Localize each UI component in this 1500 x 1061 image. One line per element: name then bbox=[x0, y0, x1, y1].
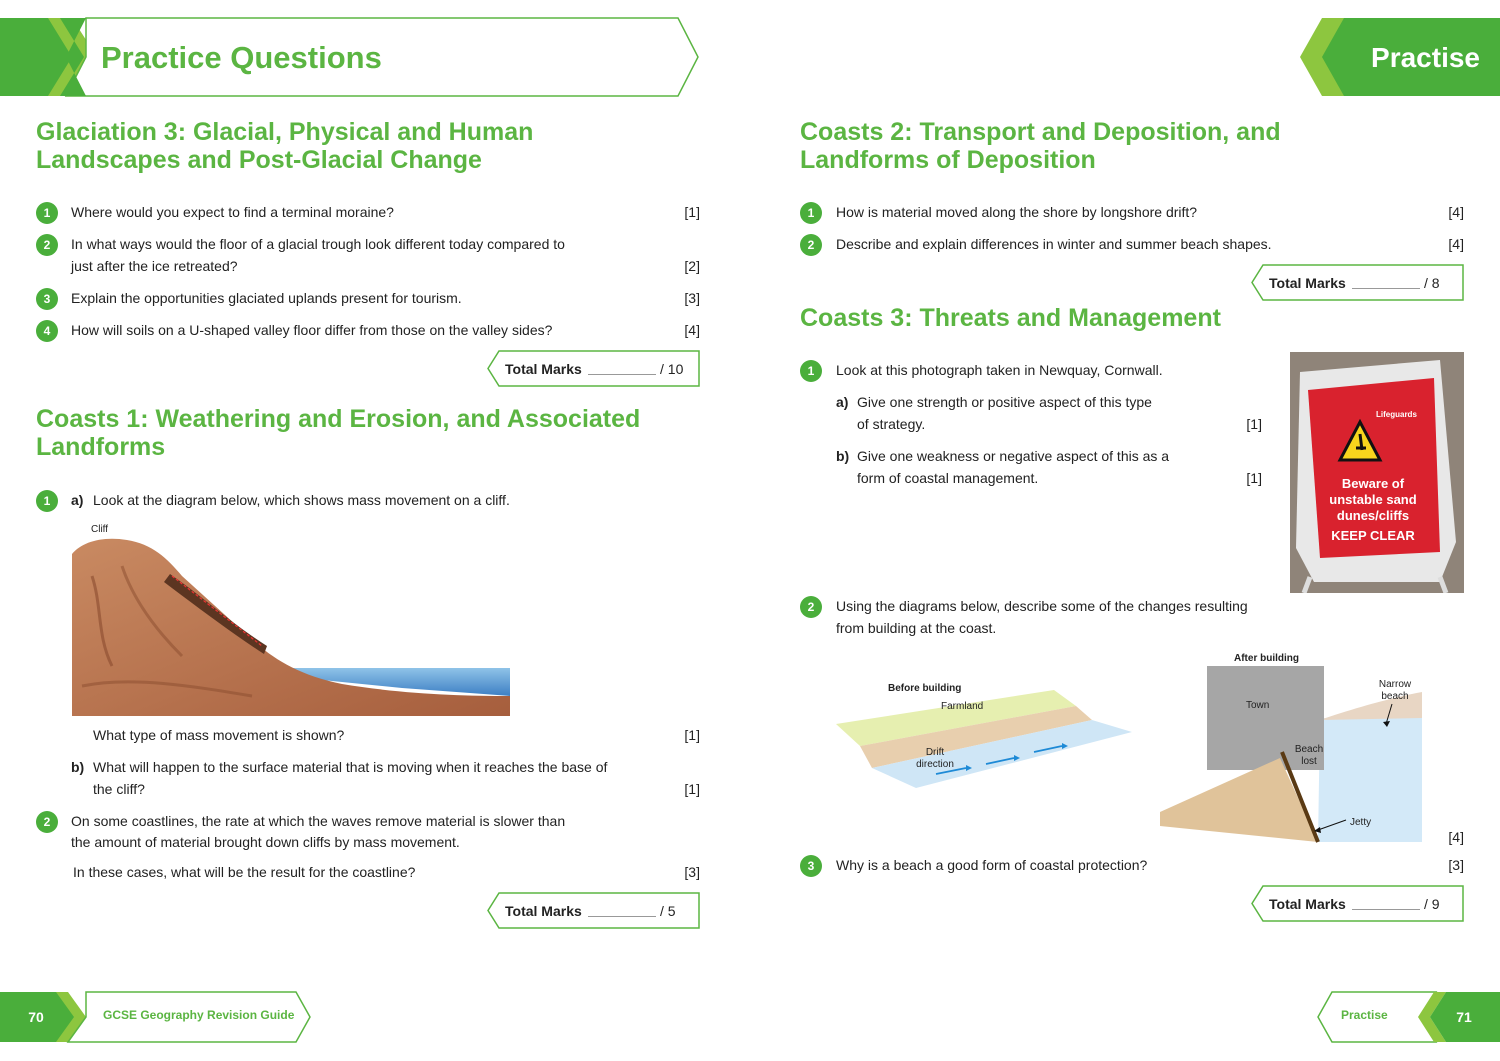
total-marks-label: Total Marks bbox=[1269, 896, 1346, 912]
marks: [4] bbox=[1448, 204, 1464, 220]
question-number-1: 1 bbox=[36, 202, 58, 224]
total-marks-line bbox=[588, 916, 656, 917]
total-marks-label: Total Marks bbox=[1269, 275, 1346, 291]
marks: [1] bbox=[1246, 470, 1262, 486]
question-number-3: 3 bbox=[800, 855, 822, 877]
question-text-cont: the cliff? bbox=[93, 781, 145, 797]
page-title: Practice Questions bbox=[101, 40, 382, 75]
sign-text-line1: Beware of bbox=[1341, 476, 1405, 491]
sign-text-line2: unstable sand bbox=[1329, 492, 1417, 507]
marks: [4] bbox=[1448, 236, 1464, 252]
section-heading-coasts3: Coasts 3: Threats and Management bbox=[800, 304, 1221, 332]
question-text: What will happen to the surface material that is moving when it reaches the base of bbox=[93, 759, 608, 775]
question-text: Where would you expect to find a terminal moraine? bbox=[71, 204, 394, 220]
question-number-2: 2 bbox=[36, 811, 58, 833]
label-narrow: Narrow bbox=[1378, 679, 1412, 690]
total-marks-line bbox=[1352, 909, 1420, 910]
question-text-cont: the amount of material brought down cliffs by mass movement. bbox=[71, 834, 460, 850]
question-text: Explain the opportunities glaciated uplands present for tourism. bbox=[71, 290, 462, 306]
question-number-2: 2 bbox=[36, 234, 58, 256]
total-marks-value: / 8 bbox=[1424, 275, 1440, 291]
section-tab-practise: Practise bbox=[1371, 42, 1480, 73]
diagram-title-before: Before building bbox=[888, 683, 962, 694]
marks: [4] bbox=[684, 322, 700, 338]
section-heading-glaciation: Glaciation 3: Glacial, Physical and Human bbox=[36, 118, 534, 146]
marks: [3] bbox=[684, 864, 700, 880]
section-heading-coasts1: Coasts 1: Weathering and Erosion, and Associated bbox=[36, 405, 641, 433]
question-text: Look at the diagram below, which shows mass movement on a cliff. bbox=[93, 492, 510, 508]
question-text: On some coastlines, the rate at which the waves remove material is slower than bbox=[71, 813, 566, 829]
total-marks-label: Total Marks bbox=[505, 361, 582, 377]
question-text: How is material moved along the shore by longshore drift? bbox=[836, 204, 1198, 220]
question-text: Give one strength or positive aspect of this type bbox=[857, 394, 1152, 410]
marks: [4] bbox=[1448, 829, 1464, 845]
part-label-b: b) bbox=[836, 448, 850, 464]
label-lost: lost bbox=[1301, 756, 1317, 767]
question-number-4: 4 bbox=[36, 320, 58, 342]
marks: [3] bbox=[684, 290, 700, 306]
sign-text-line4: KEEP CLEAR bbox=[1331, 528, 1415, 543]
section-heading-coasts1-line2: Landforms bbox=[36, 433, 166, 461]
question-number-3: 3 bbox=[36, 288, 58, 310]
section-heading-coasts2: Coasts 2: Transport and Deposition, and bbox=[800, 118, 1281, 146]
total-marks-value: / 5 bbox=[660, 903, 676, 919]
question-number-2: 2 bbox=[800, 596, 822, 618]
total-marks-value: / 10 bbox=[660, 361, 684, 377]
question-number-1: 1 bbox=[800, 202, 822, 224]
marks: [1] bbox=[684, 727, 700, 743]
question-text: Look at this photograph taken in Newquay, Cornwall. bbox=[836, 362, 1163, 378]
footer-book-title: GCSE Geography Revision Guide bbox=[103, 1008, 295, 1022]
question-text: What type of mass movement is shown? bbox=[93, 727, 345, 743]
question-number-1: 1 bbox=[36, 490, 58, 512]
marks: [2] bbox=[684, 258, 700, 274]
part-label-b: b) bbox=[71, 759, 85, 775]
cliff-diagram bbox=[72, 536, 510, 716]
part-label-a: a) bbox=[71, 492, 84, 508]
newquay-photograph bbox=[1290, 352, 1464, 593]
question-text-cont: just after the ice retreated? bbox=[71, 258, 238, 274]
question-text: Using the diagrams below, describe some of the changes resulting bbox=[836, 598, 1248, 614]
part-label-a: a) bbox=[836, 394, 849, 410]
label-beach-lost: Beach bbox=[1294, 744, 1324, 755]
diagram-label-cliff: Cliff bbox=[91, 524, 109, 535]
annotation-arrows bbox=[1300, 700, 1400, 840]
marks: [1] bbox=[1246, 416, 1262, 432]
total-marks-label: Total Marks bbox=[505, 903, 582, 919]
sign-brand: Lifeguards bbox=[1376, 410, 1417, 419]
question-text: How will soils on a U-shaped valley floor differ from those on the valley sides? bbox=[71, 322, 553, 338]
label-direction: direction bbox=[916, 759, 954, 770]
question-text-cont: In these cases, what will be the result for the coastline? bbox=[73, 864, 416, 880]
total-marks-line bbox=[588, 374, 656, 375]
marks: [3] bbox=[1448, 857, 1464, 873]
page-number-right: 71 bbox=[1456, 1009, 1472, 1025]
question-text-cont: from building at the coast. bbox=[836, 620, 997, 636]
question-text: Give one weakness or negative aspect of this as a bbox=[857, 448, 1170, 464]
question-text: In what ways would the floor of a glacial trough look different today compared to bbox=[71, 236, 565, 252]
marks: [1] bbox=[684, 781, 700, 797]
total-marks-value: / 9 bbox=[1424, 896, 1440, 912]
diagram-title-after: After building bbox=[1234, 653, 1299, 664]
question-number-2: 2 bbox=[800, 234, 822, 256]
label-town: Town bbox=[1246, 700, 1270, 711]
label-drift: Drift bbox=[925, 747, 945, 758]
section-heading-glaciation-line2: Landscapes and Post-Glacial Change bbox=[36, 146, 482, 174]
section-heading-coasts2-line2: Landforms of Deposition bbox=[800, 146, 1096, 174]
label-jetty: Jetty bbox=[1350, 817, 1372, 828]
sign-text-line3: dunes/cliffs bbox=[1336, 508, 1410, 523]
photo-background bbox=[1290, 352, 1464, 593]
footer-section-label: Practise bbox=[1341, 1008, 1388, 1022]
question-number-1: 1 bbox=[800, 360, 822, 382]
before-building-diagram bbox=[836, 688, 1136, 788]
label-farmland: Farmland bbox=[941, 701, 984, 712]
label-beach: beach bbox=[1381, 691, 1409, 702]
marks: [1] bbox=[684, 204, 700, 220]
total-marks-line bbox=[1352, 288, 1420, 289]
question-text-cont: of strategy. bbox=[857, 416, 926, 432]
page-number-left: 70 bbox=[28, 1009, 44, 1025]
question-text-cont: form of coastal management. bbox=[857, 470, 1039, 486]
question-text: Describe and explain differences in winter and summer beach shapes. bbox=[836, 236, 1272, 252]
question-text: Why is a beach a good form of coastal protection? bbox=[836, 857, 1148, 873]
